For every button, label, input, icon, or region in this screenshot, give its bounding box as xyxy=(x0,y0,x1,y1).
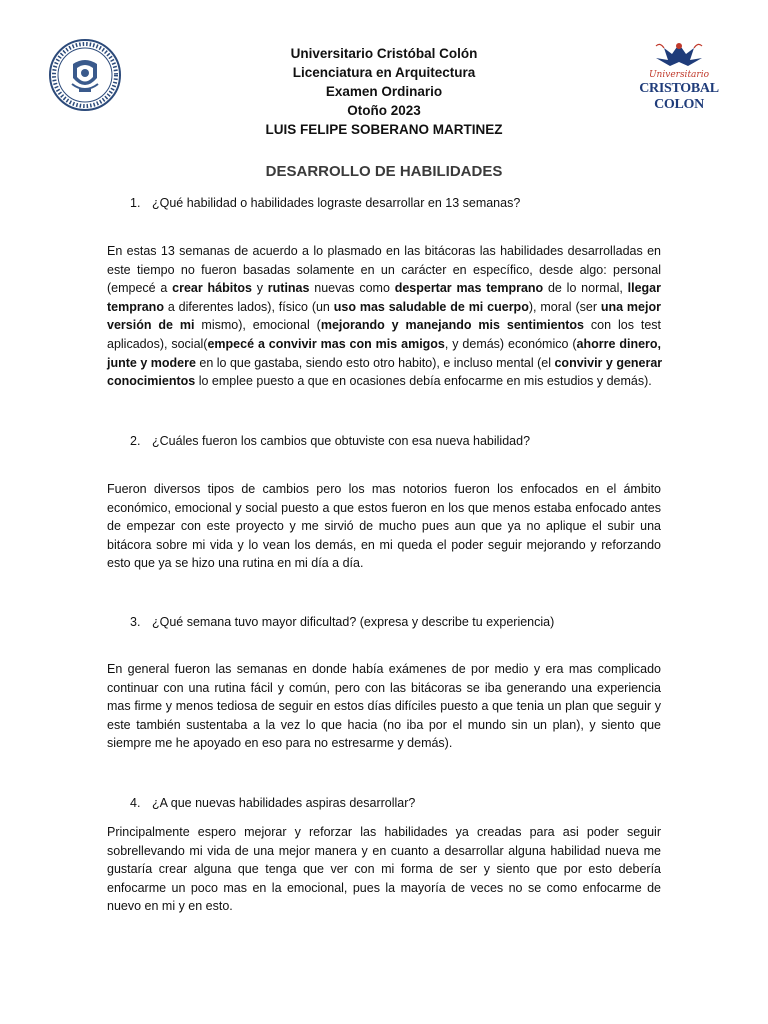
bold-run: una mejor xyxy=(600,299,661,314)
answer-line: En estas 13 semanas de acuerdo a lo plasmado en las bitácoras las habilidades desarrolladas en xyxy=(107,244,661,258)
cristobal-colon-logo xyxy=(634,40,724,112)
text-run: de lo normal, xyxy=(543,281,628,296)
answer-line: gustaría crear alguna que tenga que ver con mi forma de ser y siento que por esto debería xyxy=(107,862,661,877)
text-run: (empecé a xyxy=(107,281,173,296)
question-text: ¿Qué semana tuvo mayor dificultad? (expresa y describe tu experiencia) xyxy=(152,615,555,629)
answer-line: En general fueron las semanas en donde había exámenes de por medio y era mas complicado xyxy=(107,662,661,676)
section-title: DESARROLLO DE HABILIDADES xyxy=(265,163,503,180)
bold-run: despertar mas temprano xyxy=(394,281,544,296)
text-run: y xyxy=(251,281,268,296)
text-run: a diferentes lados), físico (un xyxy=(163,299,334,314)
text-run: aplicados), social( xyxy=(107,336,208,351)
answer-line: Fueron diversos tipos de cambios pero los mas notorios fueron los enfocados en el ámbito xyxy=(107,482,661,496)
answer-1 xyxy=(107,242,661,391)
answer-2 xyxy=(107,480,661,573)
answer-4 xyxy=(107,823,661,916)
bold-run: ahorre dinero, xyxy=(576,336,662,351)
header-student: LUIS FELIPE SOBERANO MARTINEZ xyxy=(265,122,503,137)
logo-small-text: Universitario xyxy=(648,70,710,80)
question-4 xyxy=(130,794,415,812)
answer-line: mas firme y menos tediosa de seguir en estos días difíciles puesto a que tenia un plan que seguir y xyxy=(107,699,661,714)
header-degree: Licenciatura en Arquitectura xyxy=(292,65,476,80)
answer-line xyxy=(107,335,661,354)
question-text: ¿Qué habilidad o habilidades lograste desarrollar en 13 semanas? xyxy=(152,196,521,210)
bold-run: conocimientos xyxy=(107,374,196,389)
bold-run: uso mas saludable de mi cuerpo xyxy=(333,299,529,314)
text-run: , y demás) económico ( xyxy=(444,336,577,351)
answer-line: esto que ya se hizo una rutina en mi día a día. xyxy=(107,556,364,571)
text-run: nuevas como xyxy=(309,281,395,296)
answer-line xyxy=(107,316,661,335)
header-term: Otoño 2023 xyxy=(347,103,421,118)
question-number: 1. xyxy=(130,196,141,210)
answer-3 xyxy=(107,660,661,753)
answer-line: nuevo en mi y en esto. xyxy=(107,899,233,914)
bold-run: mejorando y manejando mis sentimientos xyxy=(320,318,584,333)
document-header xyxy=(160,44,608,139)
bold-run: junte y modere xyxy=(107,355,196,370)
bold-run: convivir y generar xyxy=(554,355,663,370)
answer-line xyxy=(107,354,661,373)
text-run: lo emplee puesto a que en ocasiones debía enfocarme en mis estudios y demás). xyxy=(195,374,652,389)
logo-big-text: CRISTOBAL COLON xyxy=(639,81,719,112)
answer-line: este tiempo no fueron basadas solamente en un carácter en específico, desde algo: personal xyxy=(107,262,661,277)
answer-line: Principalmente espero mejorar y reforzar las habilidades ya creadas para asi poder seguir xyxy=(107,825,661,839)
bold-run: rutinas xyxy=(267,281,310,296)
university-seal-logo xyxy=(48,38,122,112)
question-number: 3. xyxy=(130,615,141,629)
answer-line xyxy=(107,298,661,317)
answer-line: este también sustentaba a la vez lo que hacia (no iba por el mundo sin un plan), y siento que xyxy=(107,717,661,732)
answer-line xyxy=(107,372,661,391)
question-number: 4. xyxy=(130,796,141,810)
answer-line: sobrellevando mi vida de una mejor manera y en cuanto a desarrollar alguna habilidad nueva me xyxy=(107,843,661,858)
bold-run: versión de mi xyxy=(107,318,195,333)
question-text: ¿Cuáles fueron los cambios que obtuviste con esa nueva habilidad? xyxy=(152,434,531,448)
bold-run: crear hábitos xyxy=(172,281,252,296)
header-university: Universitario Cristóbal Colón xyxy=(290,46,478,61)
question-2 xyxy=(130,432,530,450)
question-3 xyxy=(130,613,554,631)
answer-line: siempre me he apoyado en eso para no estresarme y demás). xyxy=(107,736,453,751)
text-run: ), moral (ser xyxy=(528,299,601,314)
text-run: en lo que gastaba, siendo esto otro habito), e incluso mental (el xyxy=(195,355,555,370)
answer-line: económico, emocional y social puesto a que estos fueron en los que menos estaba enfocado antes xyxy=(107,500,661,515)
bold-run: temprano xyxy=(107,299,164,314)
header-exam: Examen Ordinario xyxy=(325,84,443,99)
question-text: ¿A que nuevas habilidades aspiras desarrollar? xyxy=(152,796,416,810)
answer-line xyxy=(107,279,661,298)
question-1 xyxy=(130,194,520,212)
text-run: con los test xyxy=(583,318,662,333)
answer-line: bitácora sobre mi vida y lo vean los demás, en mi queda el poder seguir mejorando y reforzando xyxy=(107,537,661,552)
answer-line: de empezar con este proyecto y me sirvió de mucho pues aun que ya no aplique el subir una xyxy=(107,519,661,534)
answer-line: enfocarme un poco mas en la emocional, pues la mayoría de veces no se como enfocarme de xyxy=(107,880,661,895)
bold-run: empecé a convivir mas con mis amigos xyxy=(207,336,445,351)
bold-run: llegar xyxy=(627,281,661,296)
question-number: 2. xyxy=(130,434,141,448)
answer-line: continuar con una rutina fácil y común, pero con las bitácoras se iba generando una experiencia xyxy=(107,680,661,695)
text-run: mismo), emocional ( xyxy=(194,318,321,333)
